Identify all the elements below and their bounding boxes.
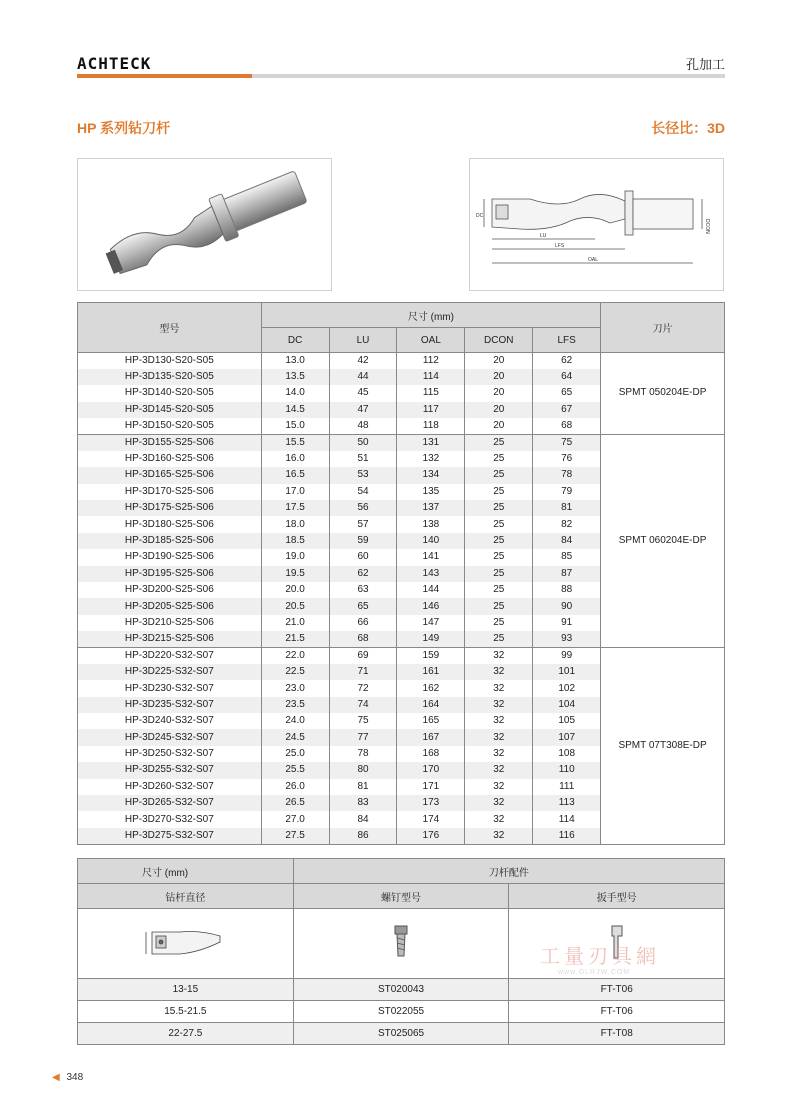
screw-image — [293, 909, 509, 979]
size-cell: 32 — [465, 762, 533, 778]
size-cell: 131 — [397, 434, 465, 450]
size-cell: 25 — [465, 533, 533, 549]
size-cell: 26.0 — [261, 779, 329, 795]
model-cell: HP-3D175-S25-S06 — [78, 500, 262, 516]
model-cell: HP-3D165-S25-S06 — [78, 467, 262, 483]
series-title: HP 系列钻刀杆 — [77, 120, 171, 136]
size-cell: 14.0 — [261, 385, 329, 401]
size-cell: 114 — [533, 811, 601, 827]
watermark-text: 工量刃具網 — [540, 946, 660, 968]
size-cell: 84 — [533, 533, 601, 549]
header-size: 尺寸 (mm) — [261, 303, 600, 328]
size-cell: 67 — [533, 402, 601, 418]
size-cell: 13.5 — [261, 369, 329, 385]
size-cell: 16.0 — [261, 451, 329, 467]
size-cell: 47 — [329, 402, 397, 418]
size-cell: 87 — [533, 566, 601, 582]
size-cell: 83 — [329, 795, 397, 811]
size-cell: 56 — [329, 500, 397, 516]
size-cell: 32 — [465, 795, 533, 811]
size-cell: 80 — [329, 762, 397, 778]
size-cell: 118 — [397, 418, 465, 434]
size-cell: 26.5 — [261, 795, 329, 811]
size-cell: 17.0 — [261, 484, 329, 500]
model-cell: HP-3D135-S20-S05 — [78, 369, 262, 385]
size-cell: 27.5 — [261, 828, 329, 844]
size-cell: 19.0 — [261, 549, 329, 565]
model-cell: HP-3D240-S32-S07 — [78, 713, 262, 729]
size-cell: 76 — [533, 451, 601, 467]
size-cell: 68 — [329, 631, 397, 647]
size-cell: 168 — [397, 746, 465, 762]
header-model: 型号 — [78, 303, 262, 353]
size-cell: 173 — [397, 795, 465, 811]
size-cell: 74 — [329, 697, 397, 713]
size-cell: 137 — [397, 500, 465, 516]
size-cell: 78 — [533, 467, 601, 483]
size-cell: 176 — [397, 828, 465, 844]
size-cell: 20 — [465, 385, 533, 401]
size-cell: 146 — [397, 598, 465, 614]
header-col-lu: LU — [329, 328, 397, 353]
header-col-oal: OAL — [397, 328, 465, 353]
page-number: 348 — [66, 1072, 84, 1083]
model-cell: HP-3D160-S25-S06 — [78, 451, 262, 467]
table-row — [78, 353, 725, 369]
size-cell: 62 — [533, 353, 601, 369]
size-cell: 25.0 — [261, 746, 329, 762]
size-cell: 77 — [329, 729, 397, 745]
diagram-label-lu: LU — [540, 233, 547, 239]
size-cell: 24.5 — [261, 729, 329, 745]
size-cell: 22.0 — [261, 648, 329, 664]
table-row — [78, 434, 725, 450]
size-cell: 81 — [329, 779, 397, 795]
size-cell: 14.5 — [261, 402, 329, 418]
model-cell: HP-3D230-S32-S07 — [78, 680, 262, 696]
screw-cell: ST025065 — [293, 1023, 509, 1045]
screw-cell: ST022055 — [293, 1001, 509, 1023]
size-cell: 135 — [397, 484, 465, 500]
size-cell: 162 — [397, 680, 465, 696]
size-cell: 101 — [533, 664, 601, 680]
size-cell: 90 — [533, 598, 601, 614]
model-cell: HP-3D195-S25-S06 — [78, 566, 262, 582]
size-cell: 25 — [465, 467, 533, 483]
model-cell: HP-3D255-S32-S07 — [78, 762, 262, 778]
diameter-cell: 13-15 — [78, 979, 294, 1001]
size-cell: 143 — [397, 566, 465, 582]
size-cell: 32 — [465, 811, 533, 827]
size-cell: 84 — [329, 811, 397, 827]
size-cell: 32 — [465, 779, 533, 795]
size-cell: 20 — [465, 402, 533, 418]
size-cell: 164 — [397, 697, 465, 713]
size-cell: 25 — [465, 615, 533, 631]
spec-table — [77, 302, 725, 845]
drill-tip-icon — [140, 922, 230, 962]
size-cell: 27.0 — [261, 811, 329, 827]
size-cell: 72 — [329, 680, 397, 696]
model-cell: HP-3D275-S32-S07 — [78, 828, 262, 844]
model-cell: HP-3D265-S32-S07 — [78, 795, 262, 811]
size-cell: 107 — [533, 729, 601, 745]
size-cell: 88 — [533, 582, 601, 598]
size-cell: 17.5 — [261, 500, 329, 516]
size-cell: 165 — [397, 713, 465, 729]
size-cell: 50 — [329, 434, 397, 450]
size-cell: 24.0 — [261, 713, 329, 729]
model-cell: HP-3D250-S32-S07 — [78, 746, 262, 762]
size-cell: 15.0 — [261, 418, 329, 434]
page-header — [77, 52, 725, 82]
size-cell: 134 — [397, 467, 465, 483]
model-cell: HP-3D210-S25-S06 — [78, 615, 262, 631]
size-cell: 105 — [533, 713, 601, 729]
acc-header-parts: 刀杆配件 — [293, 859, 724, 884]
size-cell: 170 — [397, 762, 465, 778]
size-cell: 48 — [329, 418, 397, 434]
model-cell: HP-3D145-S20-S05 — [78, 402, 262, 418]
header-col-lfs: LFS — [533, 328, 601, 353]
model-cell: HP-3D260-S32-S07 — [78, 779, 262, 795]
size-cell: 20.5 — [261, 598, 329, 614]
size-cell: 144 — [397, 582, 465, 598]
size-cell: 159 — [397, 648, 465, 664]
table-row — [78, 648, 725, 664]
header-accent-rule — [77, 74, 252, 78]
size-cell: 25 — [465, 516, 533, 532]
size-cell: 32 — [465, 648, 533, 664]
size-cell: 32 — [465, 828, 533, 844]
size-cell: 20 — [465, 369, 533, 385]
accessory-row — [78, 1023, 725, 1045]
size-cell: 66 — [329, 615, 397, 631]
size-cell: 23.0 — [261, 680, 329, 696]
size-cell: 51 — [329, 451, 397, 467]
size-cell: 57 — [329, 516, 397, 532]
size-cell: 75 — [329, 713, 397, 729]
size-cell: 20 — [465, 418, 533, 434]
size-cell: 117 — [397, 402, 465, 418]
size-cell: 110 — [533, 762, 601, 778]
size-cell: 63 — [329, 582, 397, 598]
diagram-label-dc: DC — [476, 213, 484, 219]
size-cell: 132 — [397, 451, 465, 467]
model-cell: HP-3D155-S25-S06 — [78, 434, 262, 450]
header-col-dcon: DCON — [465, 328, 533, 353]
size-cell: 22.5 — [261, 664, 329, 680]
size-cell: 13.0 — [261, 353, 329, 369]
size-cell: 25 — [465, 566, 533, 582]
size-cell: 113 — [533, 795, 601, 811]
acc-header-wrench: 扳手型号 — [509, 884, 725, 909]
size-cell: 115 — [397, 385, 465, 401]
brand-logo: ACHTECK — [77, 54, 152, 73]
size-cell: 65 — [329, 598, 397, 614]
drill-tip-image — [78, 909, 294, 979]
size-cell: 141 — [397, 549, 465, 565]
arrow-left-icon: ◀ — [52, 1072, 60, 1083]
size-cell: 62 — [329, 566, 397, 582]
insert-cell: SPMT 060204E-DP — [601, 434, 725, 647]
watermark-url: www.GLRJW.COM — [558, 969, 631, 976]
size-cell: 59 — [329, 533, 397, 549]
size-cell: 81 — [533, 500, 601, 516]
size-cell: 69 — [329, 648, 397, 664]
size-cell: 167 — [397, 729, 465, 745]
size-cell: 32 — [465, 729, 533, 745]
size-cell: 71 — [329, 664, 397, 680]
acc-header-diameter: 钻杆直径 — [78, 884, 294, 909]
size-cell: 18.0 — [261, 516, 329, 532]
size-cell: 116 — [533, 828, 601, 844]
screw-cell: ST020043 — [293, 979, 509, 1001]
model-cell: HP-3D150-S20-S05 — [78, 418, 262, 434]
size-cell: 25.5 — [261, 762, 329, 778]
page-footer — [52, 1072, 83, 1083]
size-cell: 65 — [533, 385, 601, 401]
insert-cell: SPMT 07T308E-DP — [601, 648, 725, 845]
size-cell: 140 — [397, 533, 465, 549]
size-cell: 86 — [329, 828, 397, 844]
dimension-diagram — [469, 158, 724, 291]
size-cell: 54 — [329, 484, 397, 500]
size-cell: 25 — [465, 500, 533, 516]
size-cell: 104 — [533, 697, 601, 713]
section-name: 孔加工 — [685, 57, 725, 72]
size-cell: 64 — [533, 369, 601, 385]
model-cell: HP-3D245-S32-S07 — [78, 729, 262, 745]
size-cell: 114 — [397, 369, 465, 385]
watermark — [540, 940, 660, 976]
size-cell: 91 — [533, 615, 601, 631]
dimension-drawing — [470, 159, 723, 290]
size-cell: 111 — [533, 779, 601, 795]
size-cell: 25 — [465, 631, 533, 647]
diagram-label-dcon: DCON — [704, 219, 710, 234]
accessory-row — [78, 1001, 725, 1023]
size-cell: 19.5 — [261, 566, 329, 582]
size-cell: 79 — [533, 484, 601, 500]
diagram-label-lfs: LFS — [555, 243, 565, 249]
size-cell: 16.5 — [261, 467, 329, 483]
header-insert: 刀片 — [601, 303, 725, 353]
size-cell: 18.5 — [261, 533, 329, 549]
diagram-label-oal: OAL — [588, 257, 599, 263]
size-cell: 21.0 — [261, 615, 329, 631]
model-cell: HP-3D200-S25-S06 — [78, 582, 262, 598]
size-cell: 45 — [329, 385, 397, 401]
size-cell: 108 — [533, 746, 601, 762]
model-cell: HP-3D270-S32-S07 — [78, 811, 262, 827]
size-cell: 102 — [533, 680, 601, 696]
wrench-cell: FT-T08 — [509, 1023, 725, 1045]
size-cell: 147 — [397, 615, 465, 631]
size-cell: 75 — [533, 434, 601, 450]
model-cell: HP-3D140-S20-S05 — [78, 385, 262, 401]
acc-header-size: 尺寸 (mm) — [78, 859, 294, 884]
wrench-cell: FT-T06 — [509, 1001, 725, 1023]
size-cell: 82 — [533, 516, 601, 532]
size-cell: 68 — [533, 418, 601, 434]
model-cell: HP-3D215-S25-S06 — [78, 631, 262, 647]
model-cell: HP-3D225-S32-S07 — [78, 664, 262, 680]
size-cell: 25 — [465, 549, 533, 565]
size-cell: 32 — [465, 713, 533, 729]
model-cell: HP-3D130-S20-S05 — [78, 353, 262, 369]
size-cell: 78 — [329, 746, 397, 762]
insert-cell: SPMT 050204E-DP — [601, 353, 725, 435]
size-cell: 112 — [397, 353, 465, 369]
size-cell: 25 — [465, 484, 533, 500]
size-cell: 174 — [397, 811, 465, 827]
size-cell: 32 — [465, 680, 533, 696]
size-cell: 25 — [465, 451, 533, 467]
drill-photo-illustration — [78, 159, 331, 290]
size-cell: 20 — [465, 353, 533, 369]
size-cell: 32 — [465, 697, 533, 713]
size-cell: 15.5 — [261, 434, 329, 450]
model-cell: HP-3D205-S25-S06 — [78, 598, 262, 614]
diameter-cell: 22-27.5 — [78, 1023, 294, 1045]
accessory-row — [78, 979, 725, 1001]
size-cell: 25 — [465, 434, 533, 450]
size-cell: 32 — [465, 746, 533, 762]
size-cell: 171 — [397, 779, 465, 795]
size-cell: 44 — [329, 369, 397, 385]
acc-header-screw: 螺钉型号 — [293, 884, 509, 909]
product-photo — [77, 158, 332, 291]
size-cell: 23.5 — [261, 697, 329, 713]
size-cell: 32 — [465, 664, 533, 680]
screw-icon — [386, 922, 416, 962]
size-cell: 99 — [533, 648, 601, 664]
size-cell: 53 — [329, 467, 397, 483]
length-ratio: 长径比：3D — [651, 120, 725, 136]
size-cell: 25 — [465, 582, 533, 598]
size-cell: 42 — [329, 353, 397, 369]
size-cell: 93 — [533, 631, 601, 647]
model-cell: HP-3D235-S32-S07 — [78, 697, 262, 713]
model-cell: HP-3D185-S25-S06 — [78, 533, 262, 549]
model-cell: HP-3D170-S25-S06 — [78, 484, 262, 500]
wrench-cell: FT-T06 — [509, 979, 725, 1001]
header-col-dc: DC — [261, 328, 329, 353]
size-cell: 138 — [397, 516, 465, 532]
size-cell: 85 — [533, 549, 601, 565]
size-cell: 60 — [329, 549, 397, 565]
size-cell: 149 — [397, 631, 465, 647]
size-cell: 161 — [397, 664, 465, 680]
model-cell: HP-3D190-S25-S06 — [78, 549, 262, 565]
model-cell: HP-3D180-S25-S06 — [78, 516, 262, 532]
size-cell: 20.0 — [261, 582, 329, 598]
size-cell: 25 — [465, 598, 533, 614]
size-cell: 21.5 — [261, 631, 329, 647]
diameter-cell: 15.5-21.5 — [78, 1001, 294, 1023]
model-cell: HP-3D220-S32-S07 — [78, 648, 262, 664]
